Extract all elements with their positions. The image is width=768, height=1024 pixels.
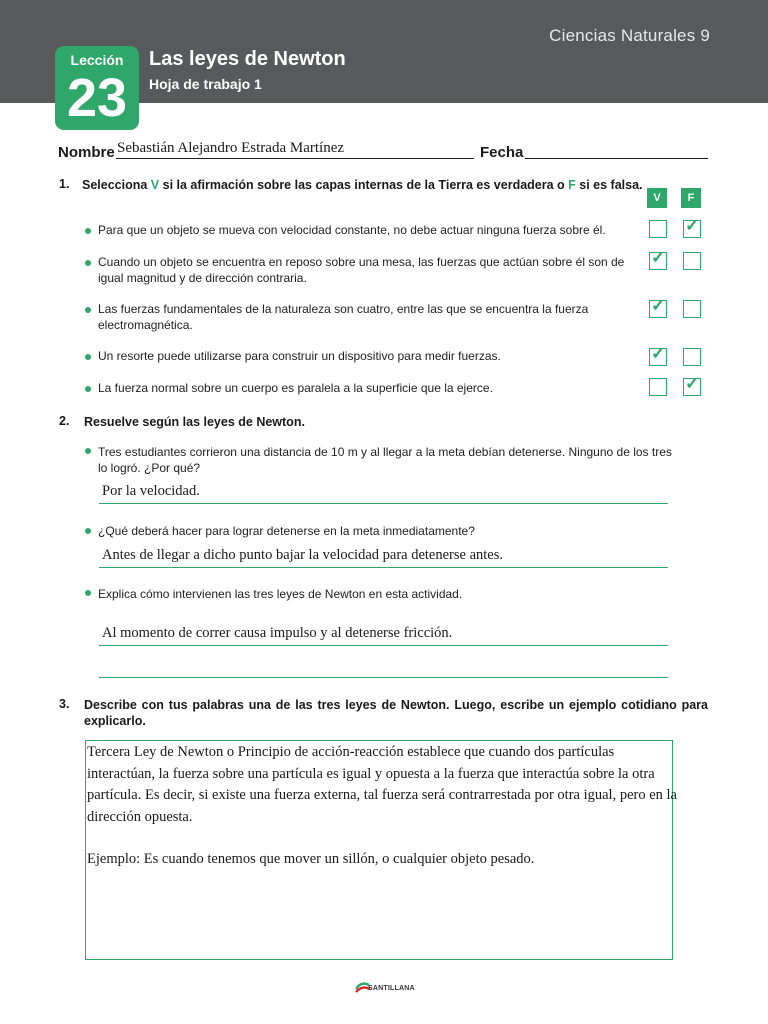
q3-title: Describe con tus palabras una de las tres leyes de Newton. Luego, escribe un ejemplo cotidiano para explicarlo. (84, 698, 708, 728)
q2-item-3-bullet (85, 590, 91, 596)
q2-item-2-answer-line[interactable] (99, 567, 668, 568)
checkmark-icon: ✓ (651, 296, 666, 315)
q1-item-2-checkbox-f[interactable] (683, 252, 701, 270)
q1-item-1-text: Para que un objeto se mueva con velocidad constante, no debe actuar ninguna fuerza sobre él. (98, 223, 606, 237)
column-f-header: F (681, 188, 701, 208)
q3-number: 3. (59, 697, 70, 711)
q1-item-2-bullet (85, 260, 91, 266)
checkmark-icon: ✓ (651, 248, 666, 267)
q1-item-1-bullet (85, 228, 91, 234)
q1-item-5-bullet (85, 386, 91, 392)
name-value: Sebastián Alejandro Estrada Martínez (117, 140, 345, 156)
q1-item-5-text: La fuerza normal sobre un cuerpo es paralela a la superficie que la ejerce. (98, 381, 493, 395)
q2-item-1-answer: Por la velocidad. (102, 483, 200, 499)
q1-title: Selecciona V si la afirmación sobre las capas internas de la Tierra es verdadera o F si es falsa. (82, 178, 643, 192)
q2-item-2-bullet (85, 528, 91, 534)
q2-number: 2. (59, 414, 70, 428)
q2-item-1-bullet (85, 448, 91, 454)
q2-item-3-question: Explica cómo intervienen las tres leyes de Newton en esta actividad. (98, 587, 463, 601)
lesson-number: 23 (66, 68, 128, 128)
q2-title: Resuelve según las leyes de Newton. (84, 415, 305, 429)
checkmark-icon: ✓ (651, 344, 666, 363)
q1-number: 1. (59, 177, 70, 191)
checkmark-icon: ✓ (685, 374, 700, 393)
q2-item-3-answer-line-2[interactable] (99, 677, 668, 678)
q1-item-4-text: Un resorte puede utilizarse para construir un dispositivo para medir fuerzas. (98, 349, 501, 363)
q1-item-2-checkbox-v[interactable] (649, 248, 667, 270)
column-v-header: V (647, 188, 667, 208)
date-label: Fecha (480, 144, 524, 161)
q1-item-5-checkbox-v[interactable] (649, 378, 667, 396)
q2-item-1-answer-line[interactable] (99, 503, 668, 504)
q1-item-1-checkbox-f[interactable] (683, 216, 701, 238)
q1-item-4-bullet (85, 354, 91, 360)
lesson-badge (55, 46, 139, 130)
lesson-label: Lección (70, 52, 124, 68)
q1-item-1-checkbox-v[interactable] (649, 220, 667, 238)
q1-item-3-text: Las fuerzas fundamentales de la naturaleza son cuatro, entre las que se encuentra la fuerza electromagnética. (98, 302, 589, 332)
q1-item-3-bullet (85, 307, 91, 313)
q2-item-2-question: ¿Qué deberá hacer para lograr detenerse en la meta inmediatamente? (98, 524, 475, 538)
q1-item-2-text: Cuando un objeto se encuentra en reposo sobre una mesa, las fuerzas que actúan sobre él son de igual magnitud y de dirección contraria. (98, 255, 625, 285)
q2-item-1-question: Tres estudiantes corrieron una distancia de 10 m y al llegar a la meta debían detenerse. Ninguno de los tres lo logró. ¿Por qué? (98, 445, 672, 475)
q2-item-3-answer-line-1[interactable] (99, 645, 668, 646)
date-field[interactable] (525, 158, 708, 159)
q1-item-4-checkbox-v[interactable] (649, 344, 667, 366)
q2-item-2-answer: Antes de llegar a dicho punto bajar la velocidad para detenerse antes. (102, 547, 503, 563)
subject-label: Ciencias Naturales 9 (549, 26, 710, 45)
q1-item-4-checkbox-f[interactable] (683, 348, 701, 366)
q1-item-5-checkbox-f[interactable] (683, 374, 701, 396)
q1-item-3-checkbox-v[interactable] (649, 296, 667, 318)
q3-answer-example: Ejemplo: Es cuando tenemos que mover un sillón, o cualquier objeto pesado. (87, 851, 535, 867)
q2-item-3-answer: Al momento de correr causa impulso y al detenerse fricción. (102, 625, 453, 641)
q3-answer-paragraph: Tercera Ley de Newton o Principio de acción-reacción establece que cuando dos partículas interactúan, la fuerza sobre una partícula es igual y opuesta a la fuerza que interactúa sobre la otra partícula. Es decir, si existe una fuerza externa, tal fuerza será contrarrestada por otra igual, pero en la dirección opuesta. (87, 744, 677, 825)
page-subtitle: Hoja de trabajo 1 (149, 76, 262, 92)
name-field[interactable] (116, 158, 474, 159)
publisher-name: SANTILLANA (368, 985, 415, 992)
page-title: Las leyes de Newton (149, 48, 346, 70)
name-label: Nombre (58, 144, 115, 161)
checkmark-icon: ✓ (685, 216, 700, 235)
q1-item-3-checkbox-f[interactable] (683, 300, 701, 318)
